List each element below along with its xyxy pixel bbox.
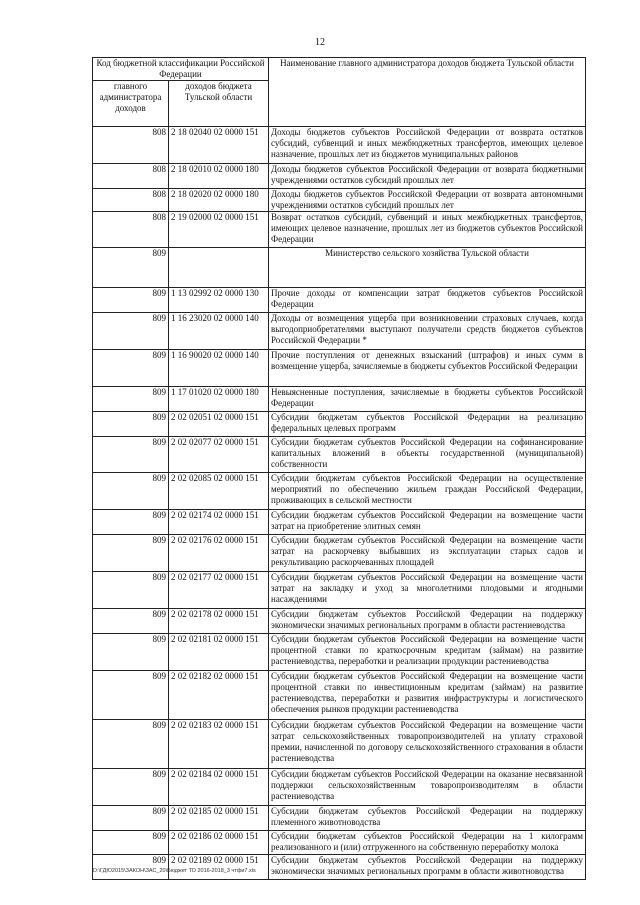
admin-code-cell: 809 xyxy=(93,313,169,350)
admin-code-cell: 809 xyxy=(93,671,169,720)
admin-code-cell: 809 xyxy=(93,248,169,288)
admin-code-cell: 809 xyxy=(93,634,169,671)
revenue-code-cell: 2 02 02183 02 0000 151 xyxy=(169,720,269,769)
description-cell: Прочие доходы от компенсации затрат бюджетов субъектов Российской Федерации xyxy=(269,288,586,313)
admin-code-cell: 809 xyxy=(93,412,169,437)
table-row xyxy=(93,831,586,855)
admin-code-cell: 809 xyxy=(93,510,169,535)
description-cell: Субсидии бюджетам субъектов Российской Федерации на 1 килограмм реализованного и (или) отгруженного на собственную переработку молока xyxy=(269,831,586,855)
description-cell: Возврат остатков субсидий, субвенций и иных межбюджетных трансфертов, имеющих целевое назначение, прошлых лет из бюджетов субъектов Российской Федерации xyxy=(269,212,586,248)
revenue-code-cell: 2 02 02184 02 0000 151 xyxy=(169,769,269,806)
table-row xyxy=(93,127,586,164)
revenue-code-cell: 1 16 23020 02 0000 140 xyxy=(169,313,269,350)
description-cell: Доходы бюджетов субъектов Российской Федерации от возврата остатков субсидий, субвенций и иных межбюджетных трансфертов, имеющих целевое назначение, прошлых лет из бюджетов муниципальных районов xyxy=(269,127,586,164)
table-row xyxy=(93,855,586,880)
table-row xyxy=(93,510,586,535)
revenue-code-cell: 1 13 02992 02 0000 130 xyxy=(169,288,269,313)
revenue-code-cell: 2 02 02176 02 0000 151 xyxy=(169,535,269,572)
admin-code-cell: 808 xyxy=(93,127,169,164)
admin-code-cell: 809 xyxy=(93,720,169,769)
table-row xyxy=(93,189,586,212)
table-body xyxy=(93,127,586,880)
description-cell: Субсидии бюджетам субъектов Российской Федерации на возмещение части затрат на раскорчевку выбывших из эксплуатации старых садов и рекультивацию раскорчеванных площадей xyxy=(269,535,586,572)
admin-code-cell: 809 xyxy=(93,437,169,473)
header-row-group xyxy=(93,58,586,81)
admin-code-cell: 809 xyxy=(93,288,169,313)
table-row xyxy=(93,535,586,572)
table-row xyxy=(93,350,586,387)
footer-file-path: D:\ГДЮ2015\ЗАКОН\ЗАС_20\Бюджет ТО 2016-2018_3 чтфи7.xls xyxy=(93,868,256,874)
admin-code-cell: 809 xyxy=(93,609,169,634)
admin-code-cell: 809 xyxy=(93,572,169,609)
admin-code-cell: 809 xyxy=(93,806,169,831)
description-cell: Субсидии бюджетам субъектов Российской Федерации на возмещение части процентной ставки по инвестиционным кредитам (займам) на развитие растениеводства, переработки и развития инфраструктуры и логистического обеспечения рынков продукции растениеводства xyxy=(269,671,586,720)
description-cell: Субсидии бюджетам субъектов Российской Федерации на поддержку экономически значимых региональных программ в области животноводства xyxy=(269,855,586,880)
description-cell: Доходы бюджетов субъектов Российской Федерации от возврата автономными учреждениями остатков субсидий прошлых лет xyxy=(269,189,586,212)
revenue-code-cell xyxy=(169,248,269,288)
description-cell: Субсидии бюджетам субъектов Российской Федерации на возмещение части затрат на приобретение элитных семян xyxy=(269,510,586,535)
description-cell: Субсидии бюджетам субъектов Российской Федерации на оказание несвязанной поддержки сельскохозяйственным товаропроизводителям в области растениеводства xyxy=(269,769,586,806)
revenue-code-cell: 2 02 02189 02 0000 151 xyxy=(169,855,269,880)
admin-code-cell: 808 xyxy=(93,164,169,189)
revenue-code-cell: 2 02 02077 02 0000 151 xyxy=(169,437,269,473)
page-number: 12 xyxy=(315,37,325,48)
revenue-code-cell: 2 02 02174 02 0000 151 xyxy=(169,510,269,535)
revenue-code-cell: 2 02 02178 02 0000 151 xyxy=(169,609,269,634)
description-cell: Субсидии бюджетам субъектов Российской Федерации на реализацию федеральных целевых программ xyxy=(269,412,586,437)
admin-code-cell: 809 xyxy=(93,855,169,880)
ministry-row xyxy=(93,248,586,288)
budget-classification-table xyxy=(92,57,586,880)
admin-code-cell: 809 xyxy=(93,769,169,806)
revenue-code-cell: 1 17 01020 02 0000 180 xyxy=(169,387,269,412)
revenue-code-cell: 2 02 02186 02 0000 151 xyxy=(169,831,269,855)
admin-code-cell: 808 xyxy=(93,189,169,212)
revenue-code-cell: 2 02 02182 02 0000 151 xyxy=(169,671,269,720)
table-row xyxy=(93,769,586,806)
admin-code-cell: 809 xyxy=(93,387,169,412)
header-administrator-name: Наименование главного администратора доходов бюджета Тульской области xyxy=(269,58,586,127)
description-cell: Субсидии бюджетам субъектов Российской Федерации на возмещение части процентной ставки по краткосрочным кредитам (займам) на развитие растениеводства, переработки и реализации продукции растениеводства xyxy=(269,634,586,671)
description-cell: Субсидии бюджетам субъектов Российской Федерации на осуществление мероприятий по обеспечению жильем граждан Российской Федерации, проживающих в сельской местности xyxy=(269,473,586,510)
description-cell: Прочие поступления от денежных взысканий (штрафов) и иных сумм в возмещение ущерба, зачисляемые в бюджеты субъектов Российской Федерации xyxy=(269,350,586,387)
revenue-code-cell: 2 19 02000 02 0000 151 xyxy=(169,212,269,248)
table-row xyxy=(93,412,586,437)
table-row xyxy=(93,671,586,720)
revenue-code-cell: 1 16 90020 02 0000 140 xyxy=(169,350,269,387)
revenue-code-cell: 2 02 02085 02 0000 151 xyxy=(169,473,269,510)
admin-code-cell: 808 xyxy=(93,212,169,248)
revenue-code-cell: 2 02 02177 02 0000 151 xyxy=(169,572,269,609)
revenue-code-cell: 2 18 02020 02 0000 180 xyxy=(169,189,269,212)
table-row xyxy=(93,634,586,671)
description-cell: Доходы бюджетов субъектов Российской Федерации от возврата бюджетными учреждениями остатков субсидий прошлых лет xyxy=(269,164,586,189)
revenue-code-cell: 2 02 02181 02 0000 151 xyxy=(169,634,269,671)
description-cell: Субсидии бюджетам субъектов Российской Федерации на софинансирование капитальных вложений в объекты государственной (муниципальной) собственности xyxy=(269,437,586,473)
table-row xyxy=(93,609,586,634)
admin-code-cell: 809 xyxy=(93,473,169,510)
header-admin-code: главного администратора доходов xyxy=(93,81,169,127)
table-row xyxy=(93,288,586,313)
description-cell: Субсидии бюджетам субъектов Российской Федерации на возмещение части затрат на закладку и уход за многолетними плодовыми и ягодными насаждениями xyxy=(269,572,586,609)
revenue-code-cell: 2 02 02185 02 0000 151 xyxy=(169,806,269,831)
description-cell: Невыясненные поступления, зачисляемые в бюджеты субъектов Российской Федерации xyxy=(269,387,586,412)
revenue-code-cell: 2 02 02051 02 0000 151 xyxy=(169,412,269,437)
header-revenue-code: доходов бюджета Тульской области xyxy=(169,81,269,127)
admin-code-cell: 809 xyxy=(93,831,169,855)
admin-code-cell: 809 xyxy=(93,535,169,572)
revenue-code-cell: 2 18 02040 02 0000 151 xyxy=(169,127,269,164)
table-row xyxy=(93,164,586,189)
ministry-name-cell: Министерство сельского хозяйства Тульской области xyxy=(269,248,586,288)
table-row xyxy=(93,212,586,248)
admin-code-cell: 809 xyxy=(93,350,169,387)
description-cell: Субсидии бюджетам субъектов Российской Федерации на поддержку экономически значимых региональных программ в области растениеводства xyxy=(269,609,586,634)
description-cell: Доходы от возмещения ущерба при возникновении страховых случаев, когда выгодоприобретателями выступают получатели средств бюджетов субъектов Российской Федерации * xyxy=(269,313,586,350)
description-cell: Субсидии бюджетам субъектов Российской Федерации на возмещение части затрат сельскохозяйственных товаропроизводителей на уплату страховой премии, начисленной по договору сельскохозяйственного страхования в области растениеводства xyxy=(269,720,586,769)
table-row xyxy=(93,720,586,769)
header-classification-code: Код бюджетной классификации Российской Федерации xyxy=(93,58,269,81)
table-row xyxy=(93,572,586,609)
table-row xyxy=(93,387,586,412)
revenue-code-cell: 2 18 02010 02 0000 180 xyxy=(169,164,269,189)
table-row xyxy=(93,806,586,831)
table-row xyxy=(93,437,586,473)
table-row xyxy=(93,313,586,350)
description-cell: Субсидии бюджетам субъектов Российской Федерации на поддержку племенного животноводства xyxy=(269,806,586,831)
table-row xyxy=(93,473,586,510)
